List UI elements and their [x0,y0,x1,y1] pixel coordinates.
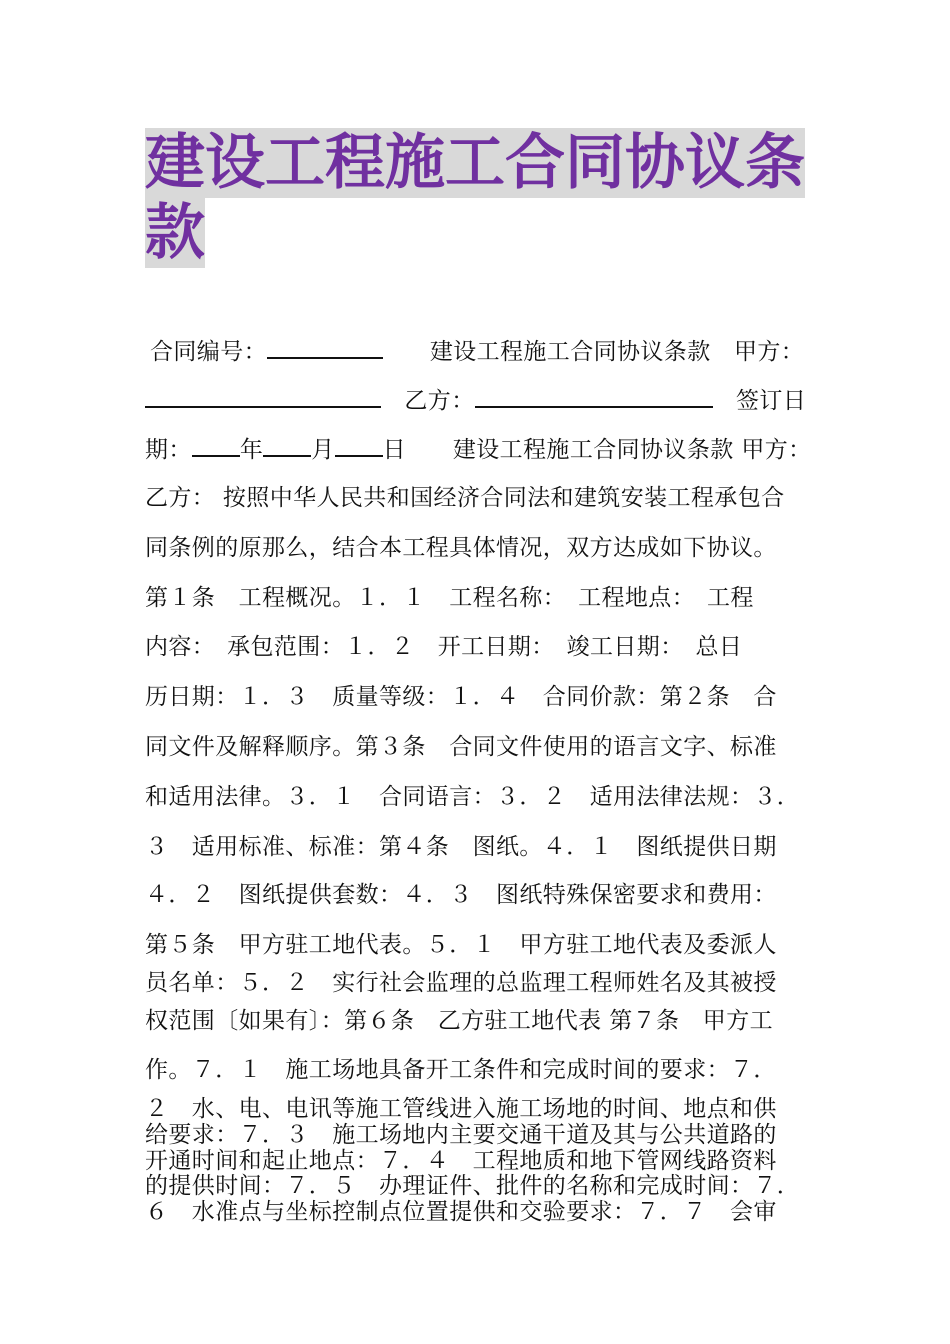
party-b-blank [475,384,713,408]
text-line-8: 历日期：１．３ 质量等级：１．４ 合同价款：第２条 合 [145,684,777,710]
text-line-6: 第１条 工程概况。１．１ 工程名称： 工程地点： 工程 [145,585,754,611]
contract-number-blank [267,335,383,359]
text-line-5: 同条例的原那么，结合本工程具体情况，双方达成如下协议。 [145,535,777,561]
text-line-7: 内容： 承包范围：１．２ 开工日期： 竣工日期： 总日 [145,634,743,660]
text-line-17: ２ 水、电、电讯等施工管线进入施工场地的时间、地点和供 [145,1096,777,1122]
party-a-blank [145,384,381,408]
text-line-21: ６ 水准点与坐标控制点位置提供和交验要求：７．７ 会审 [145,1199,777,1225]
day-blank [335,433,383,457]
text-line-14: 员名单：５．２ 实行社会监理的总监理工程师姓名及其被授 [145,970,777,996]
text-line-11: ３ 适用标准、标准：第４条 图纸。４．１ 图纸提供日期 [145,834,777,860]
text-line-12: ４．２ 图纸提供套数：４．３ 图纸特殊保密要求和费用： [145,882,777,908]
month-blank [263,433,311,457]
year-blank [192,433,240,457]
text-line-1: 合同编号： 建设工程施工合同协议条款 甲方： [150,335,830,367]
text-line-4: 乙方： 按照中华人民共和国经济合同法和建筑安装工程承包合 [145,485,785,511]
text-line-10: 和适用法律。３．１ 合同语言：３．２ 适用法律法规：３． [145,784,801,810]
text-line-18: 给要求：７．３ 施工场地内主要交通干道及其与公共道路的 [145,1122,777,1148]
text-line-9: 同文件及解释顺序。第３条 合同文件使用的语言文字、标准 [145,734,777,760]
text-line-13: 第５条 甲方驻工地代表。５．１ 甲方驻工地代表及委派人 [145,932,777,958]
text-line-3: 期： 年 月 日 建设工程施工合同协议条款 甲方： [145,433,825,465]
document-title: 建设工程施工合同协议条款 [145,128,805,268]
text-line-2: 乙方： 签订日 [145,384,825,416]
text-line-20: 的提供时间：７．５ 办理证件、批件的名称和完成时间：７． [145,1173,801,1199]
text-line-19: 开通时间和起止地点：７．４ 工程地质和地下管网线路资料 [145,1148,777,1174]
text-line-16: 作。７．１ 施工场地具备开工条件和完成时间的要求：７． [145,1057,777,1083]
text-line-15: 权范围〔如果有〕：第６条 乙方驻工地代表 第７条 甲方工 [145,1008,774,1034]
